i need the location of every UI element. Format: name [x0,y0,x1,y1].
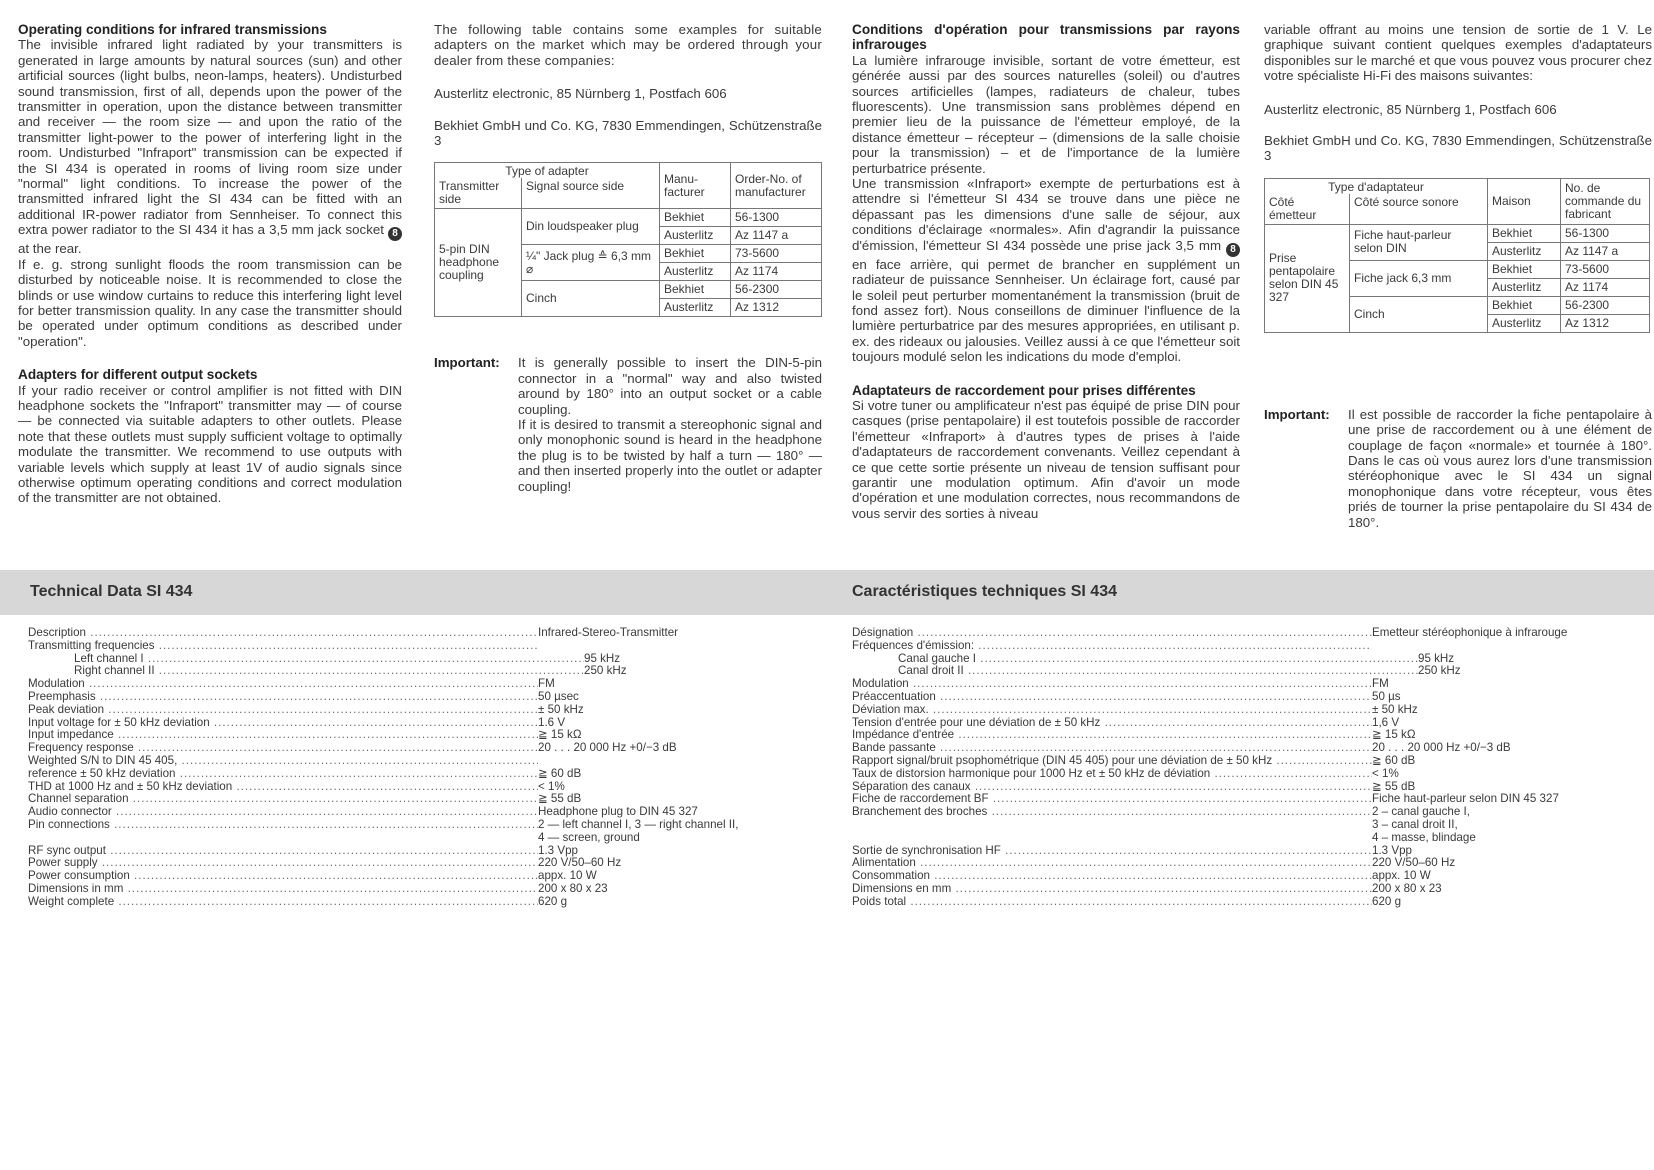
spec-label: Input voltage for ± 50 kHz deviation ..... [28,717,538,730]
spec-row [28,755,728,768]
spec-row [852,742,1642,755]
table-cell: 56-1300 [1561,224,1650,242]
spec-label: Peak deviation ..... [28,704,538,717]
spec-value: 1.3 Vpp [1372,843,1412,857]
spec-row [28,781,728,794]
spec-value: 1,6 V [1372,715,1400,729]
spec-row [28,896,728,909]
table-cell: 56-2300 [1561,296,1650,314]
spec-row [852,883,1642,896]
spec-row [852,640,1642,653]
table-cell: Bekhiet [660,281,731,299]
table-cell: Bekhiet [1488,296,1561,314]
spec-value: 200 x 80 x 23 [1372,881,1442,895]
spec-row [852,819,1642,832]
spec-row [852,857,1642,870]
spec-label: Consommation ..... [852,870,1372,883]
spec-label: Weighted S/N to DIN 45 405, ..... [28,755,538,768]
spec-value: Infrared-Stereo-Transmitter [538,626,679,639]
table-cell: Austerlitz [660,227,731,245]
spec-row [28,665,728,678]
table-cell: 73-5600 [1561,260,1650,278]
spec-row [28,691,728,704]
fr-spec-list [852,627,1642,909]
spec-value: 95 kHz [584,651,621,665]
spec-value: 220 V/50–60 Hz [538,856,622,870]
spec-label: Power supply ..... [28,857,538,870]
en-important-text-1: It is generally possible to insert the DIN-5-pin connector in a "normal" way and also twisted around by 180° into an output socket or a cable coupling. [518,355,822,417]
spec-value: 620 g [538,894,568,908]
spec-row [28,640,728,653]
spec-label: Pin connections ..... [28,819,538,832]
spec-value: 3 – canal droit II, [1372,817,1458,831]
table-cell: Az 1312 [1561,314,1650,332]
spec-value: Emetteur stéréophonique à infrarouge [1372,626,1568,639]
spec-value: 20 . . . 20 000 Hz +0/−3 dB [1372,741,1511,755]
spec-value: ≧ 15 kΩ [538,728,582,742]
table-cell: Bekhiet [660,245,731,263]
spec-value: 2 — left channel I, 3 — right channel II, [538,817,739,831]
fr-table-header-source-side: Côté source sonore [1350,194,1488,225]
table-cell: Din loudspeaker plug [522,209,660,245]
en-paragraph-2: If e. g. strong sunlight floods the room transmission can be disturbed by noticeable noise. It is recommended to close the blinds or use window curtains to reduce this interfering light level for better transmission quality. In any case the transmitter should be operated under optimum conditions as described under "operation". [18,256,402,349]
en-important-note [434,355,822,494]
spec-row [28,704,728,717]
fr-important-note [1264,407,1652,530]
spec-label: Modulation ..... [28,678,538,691]
spec-value: FM [538,677,555,691]
spec-value: ≧ 60 dB [1372,753,1416,767]
spec-label: Impédance d'entrée ..... [852,729,1372,742]
table-cell: Bekhiet [660,209,731,227]
spec-value: 1.3 Vpp [538,843,578,857]
spec-label: Tension d'entrée pour une déviation de ± 50 kHz ..... [852,717,1372,730]
fr-p2-end: en face arrière, qui permet de brancher en supplément un radiateur de puissance Sennheiser. Un éclairage fort, causé par le soleil peut perturber momentanément la transmission (bruit de fond assez fort). Nous conseillons de diminuer l'influence de la lumière perturbatrice par des mesures appropriées, en utilisant p. ex. des rideaux ou jalousies. Veillez aussi à ce que l'émetteur soit toujours modulé selon les indications du mode d'emploi. [852,256,1240,365]
spec-label: Déviation max. ..... [852,704,1372,717]
spec-label: Désignation ..... [852,627,1372,640]
table-cell: Bekhiet [1488,224,1561,242]
fr-table-header-transmitter-side: Côté émetteur [1265,194,1350,225]
table-cell: Austerlitz [660,263,731,281]
spec-label: Transmitting frequencies ..... [28,640,538,653]
fr-dealer-bekhiet: Bekhiet GmbH und Co. KG, 7830 Emmendingen, Schützenstraße 3 [1264,133,1652,164]
en-technical-data-title: Technical Data SI 434 [30,583,193,600]
spec-row [28,678,728,691]
spec-row [852,896,1642,909]
spec-value: 2 – canal gauche I, [1372,805,1470,819]
fr-paragraph-2 [852,176,1240,364]
fr-column-1 [852,22,1240,521]
spec-label: Description ..... [28,627,538,640]
spec-value: 50 µsec [538,689,579,703]
spec-row [852,729,1642,742]
table-cell: 56-1300 [731,209,822,227]
spec-label: Channel separation ..... [28,793,538,806]
en-table-header-source-side: Signal source side [522,178,660,209]
spec-label: Fréquences d'émission: ..... [852,640,1372,653]
spec-value: 4 — screen, ground [538,830,640,844]
fr-dealer-austerlitz: Austerlitz electronic, 85 Nürnberg 1, Postfach 606 [1264,101,1557,117]
spec-label: Frequency response ..... [28,742,538,755]
table-cell: Az 1174 [731,263,822,281]
spec-label: Sortie de synchronisation HF ..... [852,845,1372,858]
spec-label: Rapport signal/bruit psophométrique (DIN 45 405) pour une déviation de ± 50 kHz ..... [852,755,1372,768]
spec-value: ≧ 55 dB [1372,779,1416,793]
spec-row [852,793,1642,806]
fr-table-header-order: No. de commande du fabricant [1561,178,1650,224]
table-cell: Bekhiet [1488,260,1561,278]
spec-label: Right channel II ..... [28,665,584,678]
fr-table-header-manufacturer: Maison [1488,178,1561,224]
en-important-text-2: If it is desired to transmit a stereophonic signal and only monophonic sound is heard in the headphone the plug is to be twisted by half a turn — 180° — and then inserted properly into the outlet or adapter coupling! [518,417,822,494]
fr-paragraph-3: Si votre tuner ou amplificateur n'est pas équipé de prise DIN pour casques (prise pentapolaire) il est toutefois possible de raccorder l'émetteur «Infraport» à d'autres types de prises à l'aide d'adaptateurs de raccordement convenants. Veillez cependant à ce que cette sortie présente un niveau de tension suffisant pour garantir une modulation optimum. Afin d'avoir un mode d'opération et une modulation correctes, nous recommandons de vous servir des sorties à niveau [852,397,1240,521]
spec-row [852,691,1642,704]
spec-value: ≧ 15 kΩ [1372,728,1416,742]
en-column-2 [434,22,822,494]
spec-label: Weight complete ..... [28,896,538,909]
spec-label: Taux de distorsion harmonique pour 1000 Hz et ± 50 kHz de déviation ..... [852,768,1372,781]
spec-row [28,857,728,870]
en-important-label: Important: [434,355,500,371]
spec-label: Power consumption ..... [28,870,538,883]
spec-row [28,817,739,832]
table-cell: Austerlitz [1488,314,1561,332]
spec-value: Headphone plug to DIN 45 327 [538,805,698,819]
socket-8-badge: 8 [388,227,402,241]
spec-value: 250 kHz [1418,664,1461,678]
spec-value: ≧ 60 dB [538,766,582,780]
spec-value: ± 50 kHz [538,702,584,716]
en-table-header-manufacturer: Manu-facturer [660,163,731,209]
fr-adapter-table [1264,178,1650,333]
spec-label: Canal gauche I ..... [852,653,1418,666]
spec-label: Dimensions in mm ..... [28,883,538,896]
spec-label: Canal droit II ..... [852,665,1418,678]
spec-row [852,704,1642,717]
table-cell: 73-5600 [731,245,822,263]
spec-value: Fiche haut-parleur selon DIN 45 327 [1372,792,1559,806]
table-cell: Cinch [1350,296,1488,332]
table-cell: Az 1312 [731,299,822,317]
socket-8-badge: 8 [1226,243,1240,257]
table-cell: Az 1147 a [731,227,822,245]
spec-row [852,653,1642,666]
spec-row [852,678,1642,691]
spec-value: appx. 10 W [1372,869,1431,883]
en-p1-end: at the rear. [18,241,82,257]
table-cell: Fiche jack 6,3 mm [1350,260,1488,296]
spec-label: Fiche de raccordement BF ..... [852,793,1372,806]
en-table-type-header: Type of adapter [435,163,660,179]
spec-value: appx. 10 W [538,869,597,883]
spec-value: 1.6 V [538,715,566,729]
en-paragraph-3: If your radio receiver or control amplifier is not fitted with DIN headphone sockets the "Infraport" transmitter may — of course — be connected via suitable adapters to other outlets. Please note that these outlets must supply sufficient voltage to optimally modulate the transmitter. We recommend to use outputs with variable levels which supply at least 1V of audio signals since otherwise optimum operating conditions and correct modulation of the transmitter are not obtained. [18,382,402,506]
en-dealer-bekhiet: Bekhiet GmbH und Co. KG, 7830 Emmendingen, Schützenstraße 3 [434,117,822,149]
en-table-header-order: Order-No. of manufacturer [731,163,822,209]
spec-label: Dimensions en mm ..... [852,883,1372,896]
spec-value: ≧ 55 dB [538,792,582,806]
fr-heading-operating-conditions: Conditions d'opération pour transmissions par rayons infrarouges [852,22,1240,53]
spec-row [852,845,1642,858]
en-adapter-table [434,162,822,317]
spec-value: 4 – masse, blindage [1372,830,1476,844]
spec-value: ± 50 kHz [1372,702,1418,716]
fr-paragraph-1: La lumière infrarouge invisible, sortant de votre émetteur, est générée aussi par des sources naturelles (soleil) ou d'autres sources artificielles (lampes, radiateurs de chaleur, tubes fluorescents). Une transmission sans problèmes dépend en premier lieu de la puissance de l'émetteur employé, de la distance émetteur – récepteur – (dimensions de la salle choisie pour la transmission) – et de l'importance de la lumière perturbatrice présente. [852,52,1240,176]
fr-table-transmitter-side: Prise pentapolaire selon DIN 45 327 [1265,224,1350,332]
spec-value: 95 kHz [1418,651,1455,665]
spec-value: 20 . . . 20 000 Hz +0/−3 dB [538,741,677,755]
spec-row [852,870,1642,883]
spec-label: Left channel I ..... [28,653,584,666]
table-cell: ¼" Jack plug ≙ 6,3 mm ⌀ [522,245,660,281]
fr-important-text: Il est possible de raccorder la fiche pentapolaire à une prise de raccordement ou à une élément de couplage de façon «normale» et tournée à 180°. Dans le cas où vous aurez lors d'une transmission stéréophonique avec le SI 434 un signal monophonique dans votre récepteur, vous êtes priés de tourner la prise pentapolaire du SI 434 de 180°. [1348,406,1652,530]
en-table-transmitter-side: 5-pin DIN headphone coupling [435,209,522,317]
spec-value: 620 g [1372,894,1402,908]
table-cell: Austerlitz [1488,242,1561,260]
table-cell: Cinch [522,281,660,317]
fr-p2-text: Une transmission «Infraport» exempte de perturbations est à attendre si l'émetteur SI 434 se trouve dans une pièce ne dépassant pas les dimensions d'une salle de séjour, aux conditions d'éclairage «normales». Afin d'agrandir la puissance d'émission, l'émetteur SI 434 possède une prise jack 3,5 mm [852,176,1240,253]
spec-value: 250 kHz [584,664,627,678]
spec-label: Preemphasis ..... [28,691,538,704]
table-cell: Austerlitz [1488,278,1561,296]
spec-label: Séparation des canaux ..... [852,781,1372,794]
spec-label: RF sync output ..... [28,845,538,858]
en-column-1 [18,22,402,506]
spec-label: Préaccentuation ..... [852,691,1372,704]
spec-label: THD at 1000 Hz and ± 50 kHz deviation ..... [28,781,538,794]
spec-label: Branchement des broches ..... [852,806,1372,819]
spec-row [28,845,728,858]
spec-row [852,768,1642,781]
spec-value: < 1% [1372,766,1399,780]
spec-row [28,627,728,640]
en-paragraph-1 [18,37,402,256]
spec-label: Input impedance ..... [28,729,538,742]
spec-row [852,832,1642,845]
spec-row [28,717,728,730]
spec-row [28,832,728,845]
spec-row [28,883,728,896]
spec-label: Poids total ..... [852,896,1372,909]
spec-value: 200 x 80 x 23 [538,881,608,895]
spec-row [852,806,1642,819]
en-p1-text: The invisible infrared light radiated by your transmitters is generated in large amounts by natural sources (sun) and other artificial sources (light bulbs, neon-lamps, heaters). Undisturbed sound transmission, first of all, depends upon the power of the transmitter in operation, upon the distance between transmitter and receiver — the room size — and upon the ratio of the transmitter light-power to the power of interfering light in the room. Undisturbed "Infraport" transmission can be expected if the SI 434 is operated in rooms of living room size under "normal" light conditions. To increase the power of the transmitted infrared light the SI 434 can be fitted with an additional IR-power radiator from Sennheiser. To connect this extra power radiator to the SI 434 it has a 3,5 mm jack socket [18,37,402,238]
fr-column-2 [1264,22,1652,530]
fr-important-label: Important: [1264,406,1330,422]
spec-row [28,768,728,781]
en-heading-operating-conditions: Operating conditions for infrared transmissions [18,22,327,37]
fr-heading-adapters: Adaptateurs de raccordement pour prises différentes [852,382,1196,398]
spec-value: 220 V/50–60 Hz [1372,856,1456,870]
spec-label: reference ± 50 kHz deviation ..... [28,768,538,781]
table-cell: Austerlitz [660,299,731,317]
en-table-header-transmitter-side: Transmitter side [435,178,522,209]
spec-row [852,755,1642,768]
technical-data-band [0,570,1654,615]
spec-row [28,742,728,755]
spec-label: Alimentation ..... [852,857,1372,870]
spec-row [28,870,728,883]
en-spec-list [28,626,739,909]
spec-row [852,627,1642,640]
en-heading-adapters: Adapters for different output sockets [18,367,258,383]
table-cell: Az 1147 a [1561,242,1650,260]
fr-table-type-header: Type d'adaptateur [1265,178,1488,194]
fr-intro: variable offrant au moins une tension de sortie de 1 V. Le graphique suivant contient quelques exemples d'adaptateurs disponibles sur le marché et que vous pouvez vous procurer chez votre spécialiste Hi-Fi des maisons suivantes: [1264,22,1652,84]
spec-label: Audio connector ..... [28,806,538,819]
table-cell: Az 1174 [1561,278,1650,296]
spec-row [852,717,1642,730]
en-dealer-austerlitz: Austerlitz electronic, 85 Nürnberg 1, Postfach 606 [434,86,727,102]
spec-label: Modulation ..... [852,678,1372,691]
spec-value: 50 µs [1372,689,1401,703]
table-cell: Fiche haut-parleur selon DIN [1350,224,1488,260]
fr-technical-data-title: Caractéristiques techniques SI 434 [852,583,1117,600]
spec-row [852,665,1642,678]
en-intro: The following table contains some examples for suitable adapters on the market which may be ordered through your dealer from these companies: [434,22,822,68]
spec-value: < 1% [538,779,565,793]
spec-value: FM [1372,677,1389,691]
table-cell: 56-2300 [731,281,822,299]
spec-label: Bande passante ..... [852,742,1372,755]
